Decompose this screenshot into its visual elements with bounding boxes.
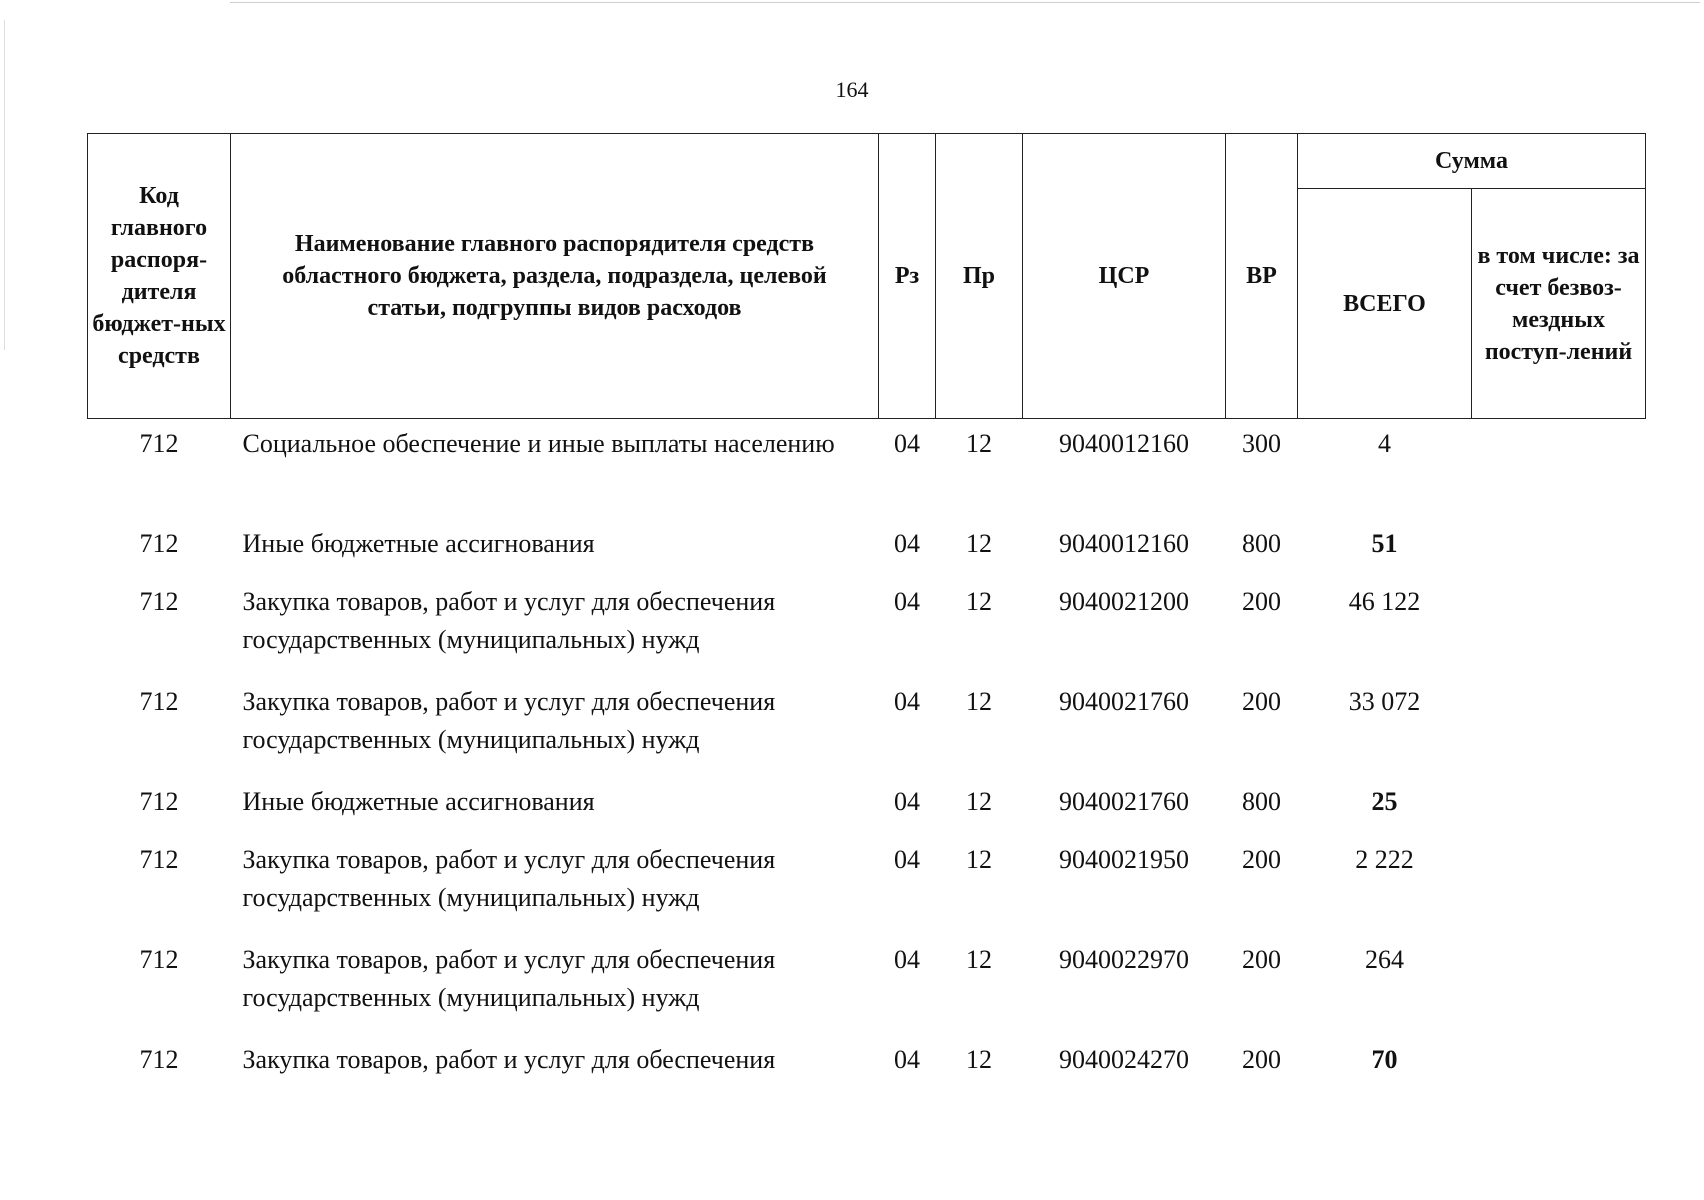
cell-pr: 12 [966, 687, 992, 716]
cell-total: 4 [1378, 429, 1391, 458]
cell-code: 712 [139, 687, 179, 716]
cell-rz: 04 [894, 945, 920, 974]
scan-edge-line [230, 2, 1700, 3]
table-row [88, 935, 1646, 1035]
cell-code: 712 [139, 529, 179, 558]
cell-pr: 12 [966, 945, 992, 974]
cell-code: 712 [139, 429, 179, 458]
cell-name: Закупка товаров, работ и услуг для обеспечения [242, 1045, 776, 1074]
cell-rz: 04 [894, 687, 920, 716]
cell-including [1472, 835, 1646, 935]
table-header [88, 134, 1646, 419]
cell-total: 70 [1371, 1045, 1398, 1074]
cell-vr: 200 [1242, 945, 1281, 974]
cell-including [1472, 935, 1646, 1035]
cell-vr: 200 [1242, 687, 1281, 716]
cell-name: Закупка товаров, работ и услуг для обеспечения государственных (муниципальных) нужд [242, 587, 776, 654]
table-row [88, 777, 1646, 835]
cell-vr: 200 [1242, 1045, 1281, 1074]
cell-vr: 200 [1242, 587, 1281, 616]
header-total: ВСЕГО [1298, 189, 1472, 419]
cell-csr: 9040022970 [1059, 945, 1189, 974]
cell-code: 712 [139, 587, 179, 616]
table-body [88, 419, 1646, 1092]
cell-including [1472, 1035, 1646, 1091]
cell-vr: 800 [1242, 787, 1281, 816]
header-code: Код главного распоря-дителя бюджет-ных средств [88, 134, 231, 419]
cell-csr: 9040021950 [1059, 845, 1189, 874]
header-including: в том числе: за счет безвоз-мездных поступ-лений [1472, 189, 1646, 419]
cell-pr: 12 [966, 587, 992, 616]
cell-rz: 04 [894, 529, 920, 558]
cell-name: Иные бюджетные ассигнования [242, 787, 595, 816]
header-pr: Пр [936, 134, 1023, 419]
header-name: Наименование главного распорядителя средств областного бюджета, раздела, подраздела, целевой статьи, подгруппы видов расходов [231, 134, 879, 419]
cell-total: 2 222 [1355, 845, 1414, 874]
table-row [88, 577, 1646, 677]
cell-code: 712 [139, 1045, 179, 1074]
cell-rz: 04 [894, 845, 920, 874]
page-number: 164 [835, 77, 869, 102]
cell-rz: 04 [894, 587, 920, 616]
header-csr: ЦСР [1023, 134, 1226, 419]
budget-table [87, 133, 1646, 1091]
cell-total: 25 [1371, 787, 1398, 816]
table-row [88, 835, 1646, 935]
cell-name: Закупка товаров, работ и услуг для обеспечения государственных (муниципальных) нужд [242, 845, 776, 912]
cell-csr: 9040012160 [1059, 529, 1189, 558]
cell-csr: 9040021760 [1059, 787, 1189, 816]
cell-pr: 12 [966, 529, 992, 558]
cell-csr: 9040021200 [1059, 587, 1189, 616]
cell-name: Социальное обеспечение и иные выплаты населению [242, 429, 835, 458]
cell-vr: 300 [1242, 429, 1281, 458]
cell-vr: 800 [1242, 529, 1281, 558]
cell-vr: 200 [1242, 845, 1281, 874]
cell-including [1472, 419, 1646, 520]
cell-name: Закупка товаров, работ и услуг для обеспечения государственных (муниципальных) нужд [242, 687, 776, 754]
cell-csr: 9040021760 [1059, 687, 1189, 716]
cell-total: 51 [1371, 529, 1398, 558]
cell-code: 712 [139, 845, 179, 874]
cell-name: Иные бюджетные ассигнования [242, 529, 595, 558]
cell-total: 33 072 [1348, 687, 1421, 716]
table-row [88, 677, 1646, 777]
cell-csr: 9040012160 [1059, 429, 1189, 458]
cell-including [1472, 577, 1646, 677]
table-row [88, 1035, 1646, 1091]
cell-total: 264 [1365, 945, 1404, 974]
header-vr: ВР [1226, 134, 1298, 419]
cell-name: Закупка товаров, работ и услуг для обеспечения государственных (муниципальных) нужд [242, 945, 776, 1012]
cell-including [1472, 777, 1646, 835]
cell-pr: 12 [966, 429, 992, 458]
cell-total: 46 122 [1348, 587, 1421, 616]
cell-code: 712 [139, 945, 179, 974]
cell-csr: 9040024270 [1059, 1045, 1189, 1074]
header-rz: Рз [879, 134, 936, 419]
cell-code: 712 [139, 787, 179, 816]
cell-pr: 12 [966, 1045, 992, 1074]
cell-rz: 04 [894, 1045, 920, 1074]
table-row [88, 519, 1646, 577]
cell-rz: 04 [894, 787, 920, 816]
cell-including [1472, 677, 1646, 777]
header-sum: Сумма [1298, 134, 1646, 189]
cell-pr: 12 [966, 845, 992, 874]
scan-edge-line [4, 20, 5, 350]
cell-including [1472, 519, 1646, 577]
cell-pr: 12 [966, 787, 992, 816]
cell-rz: 04 [894, 429, 920, 458]
table-row [88, 419, 1646, 520]
